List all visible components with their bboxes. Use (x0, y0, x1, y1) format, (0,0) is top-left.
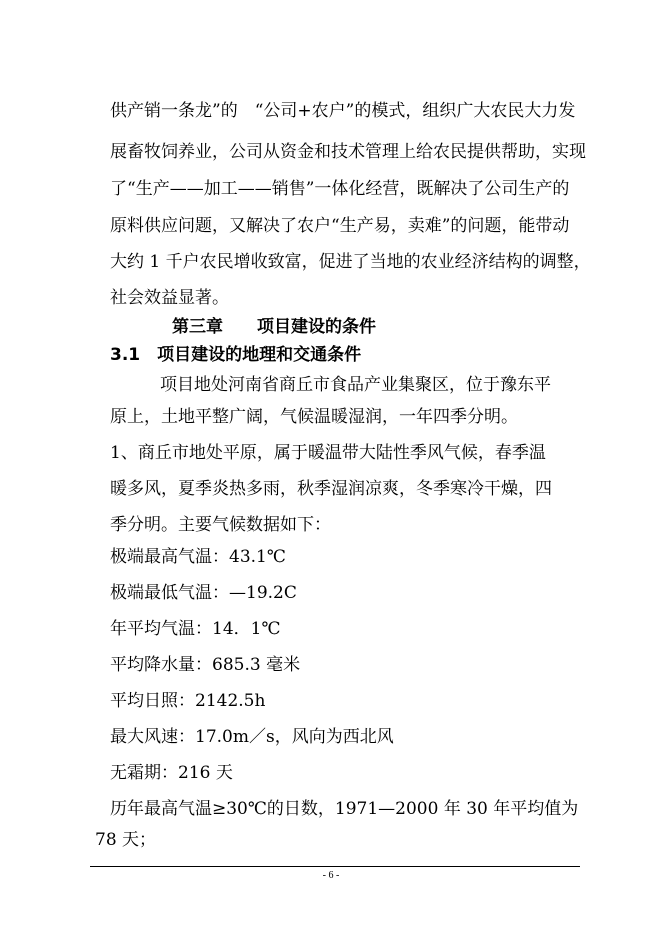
text-line: 社会效益显著。 (110, 288, 229, 308)
climate-item-frost-free: 无霜期：216 天 (110, 763, 233, 783)
text-line: 展畜牧饲养业，公司从资金和技术管理上给农民提供帮助，实现 (110, 142, 586, 162)
climate-item-sunshine: 平均日照：2142.5h (110, 691, 266, 711)
text-line: 历年最高气温≥30℃的日数，1971—2000 年 30 年平均值为 (110, 799, 579, 819)
section-heading: 3.1 项目建设的地理和交通条件 (110, 345, 362, 365)
climate-item-wind: 最大风速：17.0m／s，风向为西北风 (110, 727, 394, 747)
text-line: 78 天； (95, 830, 157, 850)
text-line: 项目地处河南省商丘市食品产业集聚区，位于豫东平 (160, 375, 551, 395)
text-line: 供产销一条龙”的 “公司+农户”的模式，组织广大农民大力发 (110, 101, 576, 121)
text-line: 原上，土地平整广阔，气候温暖湿润，一年四季分明。 (110, 407, 518, 427)
footer-divider (90, 866, 580, 867)
page-number: - 6 - (322, 870, 340, 881)
text-line: 1、商丘市地处平原，属于暖温带大陆性季风气候，春季温 (110, 443, 546, 463)
climate-item-min-temp: 极端最低气温：—19.2C (110, 583, 297, 603)
climate-item-max-temp: 极端最高气温：43.1℃ (110, 547, 286, 567)
text-line: 原料供应问题，又解决了农户“生产易，卖难”的问题，能带动 (110, 216, 570, 236)
text-line: 了“生产——加工——销售”一体化经营，既解决了公司生产的 (110, 179, 570, 199)
text-line: 季分明。主要气候数据如下： (110, 515, 331, 535)
climate-item-precipitation: 平均降水量：685.3 毫米 (110, 655, 301, 675)
climate-item-avg-temp: 年平均气温：14．1℃ (110, 619, 281, 639)
chapter-heading: 第三章 项目建设的条件 (172, 317, 376, 337)
text-line: 暖多风，夏季炎热多雨，秋季湿润凉爽，冬季寒冷干燥，四 (110, 479, 552, 499)
text-line: 大约 1 千户农民增收致富，促进了当地的农业经济结构的调整， (110, 252, 591, 272)
